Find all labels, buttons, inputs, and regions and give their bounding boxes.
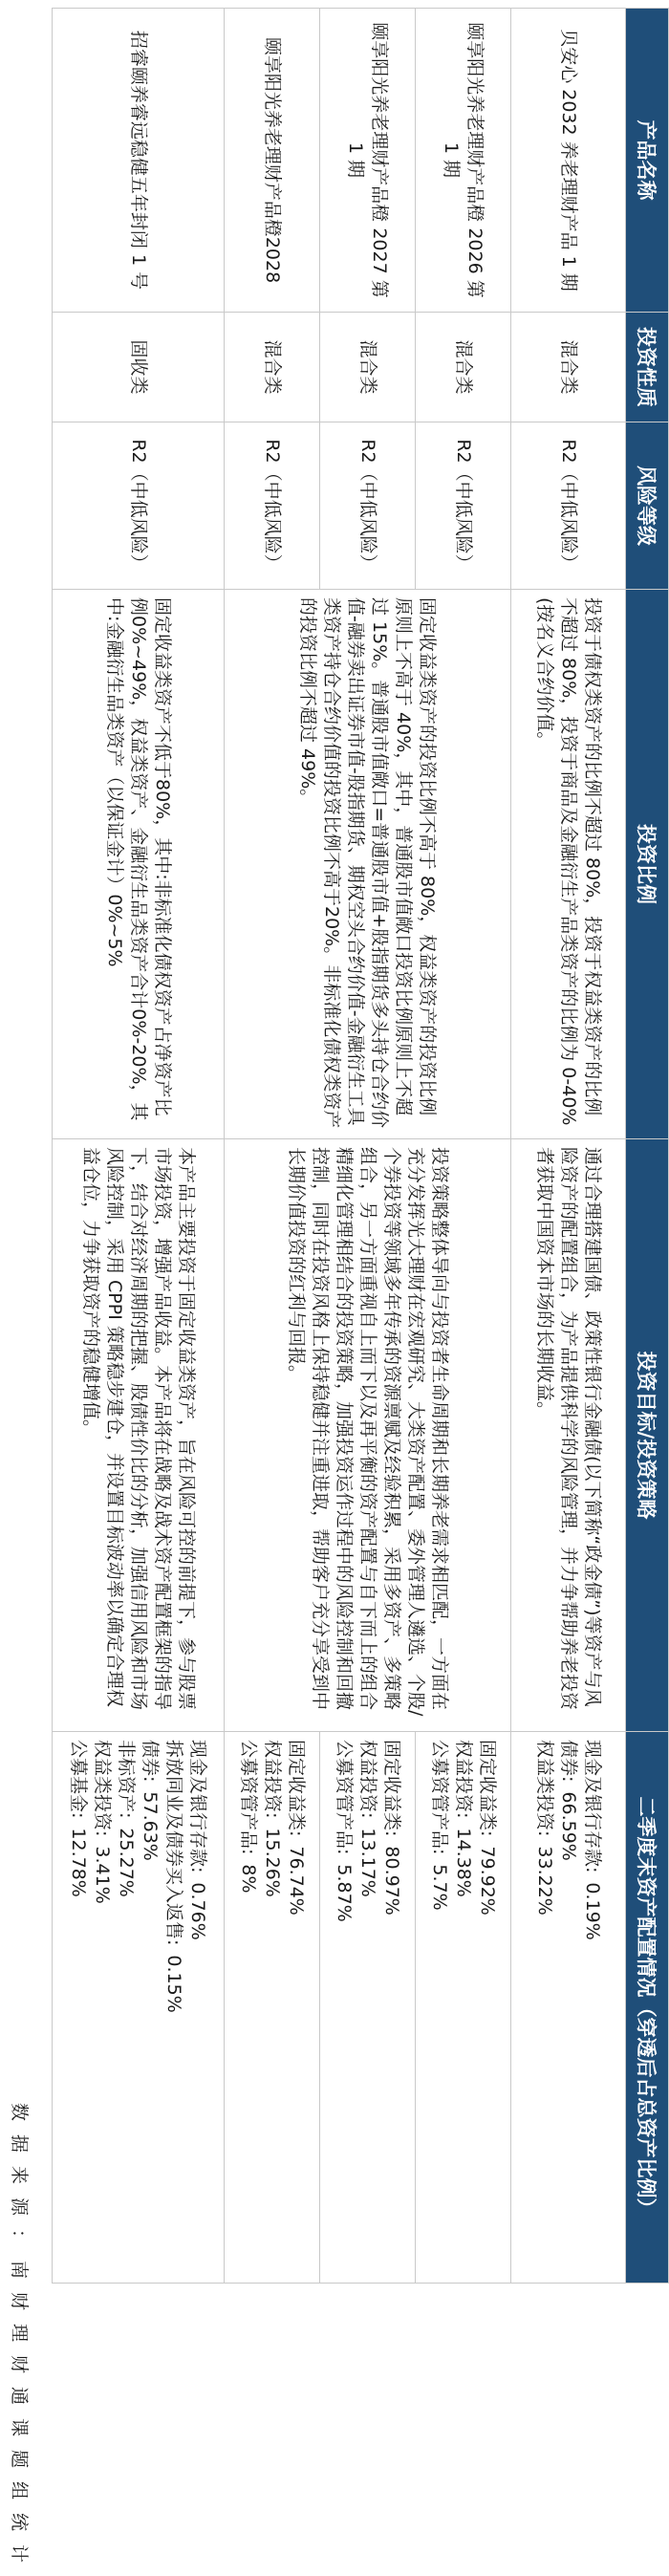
product-name: 颐享阳光养老理财产品橙 2026 第 1 期 (416, 9, 511, 313)
header-risk-level: 风险等级 (626, 422, 669, 590)
allocation-item: 固定收益类:76.74% (286, 1740, 307, 1916)
investment-nature: 固收类 (53, 313, 225, 422)
header-investment-ratio: 投资比例 (626, 590, 669, 1139)
allocation-item: 公募资管产品:8% (238, 1740, 259, 1894)
allocation-item: 固定收益类:80.97% (381, 1740, 402, 1916)
table-row (53, 9, 225, 2284)
investment-ratio: 固定收益类资产的投资比例不高于 80%，权益类资产的投资比例原则上不高于 40%，其中，普通股市值敞口投资比例原则上不超过 15%。普通股市值敞口=普通股市值+股指期货多头持仓合约价值-融券卖出证券市值-股指期货、期权空头合约价值-金融衍生工具类资产持仓合约价值的投资比例不高于20%。非标准化债权类资产的投资比例不超过 49%。 (225, 590, 511, 1139)
allocation-item: 现金及银行存款:0.19% (582, 1740, 603, 1940)
header-strategy: 投资目标/投资策略 (626, 1139, 669, 1732)
asset-allocation (320, 1732, 416, 2284)
investment-ratio: 固定收益类资产不低于80%，其中:非标准化债权资产占净资产比例0%~49%，权益类资产、金融衍生品类资产合计0%-20%，其中:金融衍生品类资产（以保证金计）0%~5% (53, 590, 225, 1139)
risk-level: R2（中低风险） (511, 422, 626, 590)
allocation-item: 公募基金:12.78% (68, 1740, 90, 1897)
asset-allocation (511, 1732, 626, 2284)
header-allocation: 二季度末资产配置情况（穿透后占总资产比例） (626, 1732, 669, 2284)
allocation-item: 非标资产:25.27% (116, 1740, 138, 1897)
investment-strategy: 投资策略整体导向与投资者生命周期和长期养老需求相匹配，一方面在充分发挥光大理财在宏观研究、大类资产配置、委外管理人遴选、个股/个券投资等领域多年传承的资源禀赋及经验积累，采用多资产、多策略组合，另一方面重视自上而下以及再平衡的资产配置与自下而上的组合精细化管理相结合的投资策略，加强投资运作过程中的风险控制和回撤控制，同时在投资风格上保持稳健并注重进取，帮助客户充分享受到中长期价值投资的红利与回报。 (225, 1139, 511, 1732)
table-row (511, 9, 626, 2284)
allocation-item: 现金及银行存款:0.76% (187, 1740, 209, 1940)
allocation-item: 债券:66.59% (558, 1740, 579, 1861)
allocation-item: 债券:57.63% (140, 1740, 162, 1861)
data-source-note: 数据来源：南财理财通课题组统计 (9, 2103, 30, 2576)
allocation-item: 公募资管产品:5.87% (334, 1740, 355, 1922)
product-name: 招睿颐养睿远稳健五年封闭 1 号 (53, 9, 225, 313)
investment-strategy: 本产品主要投资于固定收益类资产，旨在风险可控的前提下，参与股票市场投资，增强产品收益。本产品将在战略及战术资产配置框架的指导下，结合对经济周期的把握、股债性价比的分析，加强信用风险和市场风险控制，采用 CPPI 策略稳步建仓，并设置目标波动率以确定合理权益仓位，力争获取资产的稳健增值。 (53, 1139, 225, 1732)
risk-level: R2（中低风险） (320, 422, 416, 590)
risk-level: R2（中低风险） (53, 422, 225, 590)
header-product-name: 产品名称 (626, 9, 669, 313)
asset-allocation (53, 1732, 225, 2284)
allocation-item: 拆放同业及债券买入返售:0.15% (163, 1740, 185, 2013)
asset-allocation (416, 1732, 511, 2284)
risk-level: R2（中低风险） (225, 422, 320, 590)
allocation-item: 权益投资:13.17% (357, 1740, 378, 1897)
allocation-item: 公募资管产品:5.7% (429, 1740, 450, 1911)
risk-level: R2（中低风险） (416, 422, 511, 590)
allocation-item: 权益类投资:33.22% (534, 1740, 555, 1916)
asset-allocation (225, 1732, 320, 2284)
allocation-item: 权益投资:14.38% (453, 1740, 474, 1897)
investment-nature: 混合类 (225, 313, 320, 422)
allocation-item: 固定收益类:79.92% (477, 1740, 498, 1916)
allocation-item: 权益投资:15.26% (262, 1740, 283, 1897)
product-name: 颐享阳光养老理财产品橙2028 (225, 9, 320, 313)
investment-nature: 混合类 (511, 313, 626, 422)
investment-ratio: 投资于债权类资产的比例不超过 80%，投资于权益类资产的比例不超过 80%，投资于商品及金融衍生产品类资产的比例为 0-40%(按名义合约价值。 (511, 590, 626, 1139)
investment-strategy: 通过合理搭建国债、政策性银行金融债(以下简称“政金债”)等资产与风险资产的配置组合，为产品提供科学的风险管理，并力争帮助养老投资者获取中国资本市场的长期收益。 (511, 1139, 626, 1732)
header-investment-nature: 投资性质 (626, 313, 669, 422)
investment-nature: 混合类 (320, 313, 416, 422)
product-name: 贝安心 2032 养老理财产品 1 期 (511, 9, 626, 313)
pension-product-table (52, 8, 669, 2284)
allocation-item: 权益类投资:3.41% (92, 1740, 114, 1904)
table-row (416, 9, 511, 2284)
investment-nature: 混合类 (416, 313, 511, 422)
header-row (626, 9, 669, 2284)
product-name: 颐享阳光养老理财产品橙 2027 第 1 期 (320, 9, 416, 313)
